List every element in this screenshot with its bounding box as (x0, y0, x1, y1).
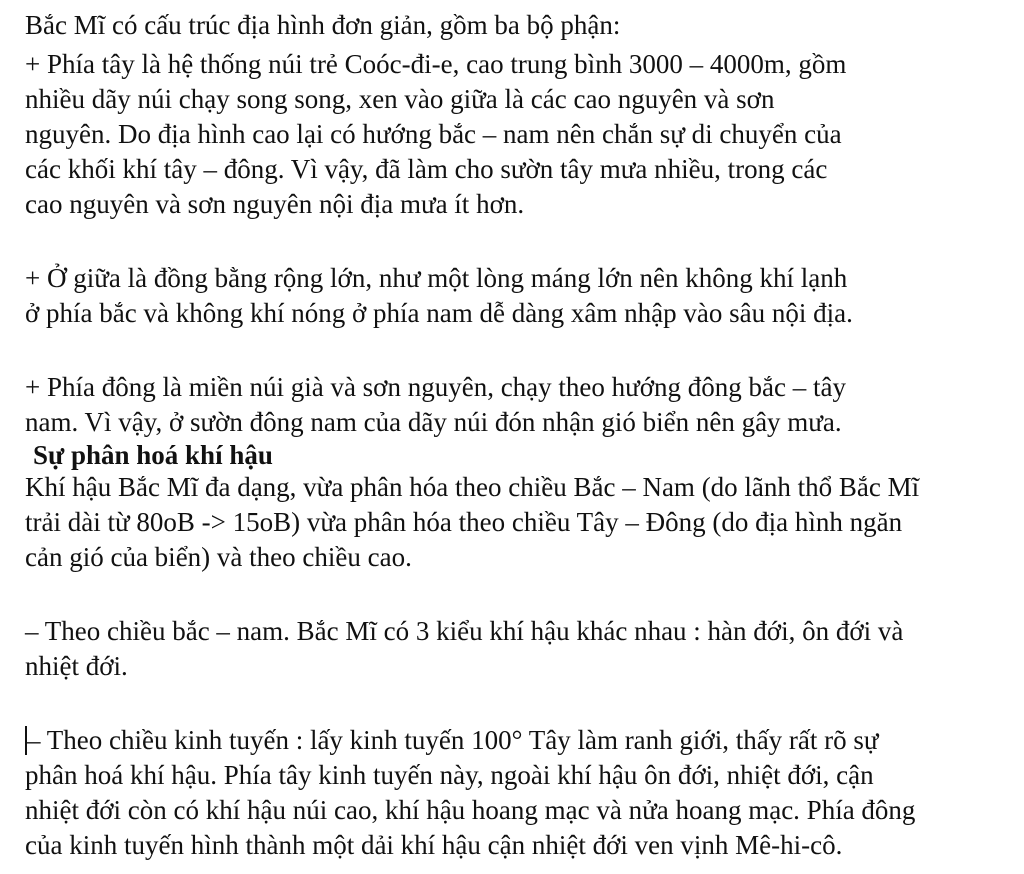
text-line: + Ở giữa là đồng bằng rộng lớn, như một lòng máng lớn nên không khí lạnh (25, 263, 848, 293)
intro-paragraph: Bắc Mĩ có cấu trúc địa hình đơn giản, gồm ba bộ phận: (25, 10, 621, 40)
text-line: + Phía đông là miền núi già và sơn nguyên, chạy theo hướng đông bắc – tây (25, 372, 847, 402)
climate-heading: Sự phân hoá khí hậu (33, 440, 273, 470)
text-line: trải dài từ 80oB -> 15oB) vừa phân hóa theo chiều Tây – Đông (do địa hình ngăn (25, 507, 903, 537)
text-line: nhiệt đới còn có khí hậu núi cao, khí hậu hoang mạc và nửa hoang mạc. Phía đông (25, 795, 916, 825)
spacer (25, 222, 1010, 261)
paragraph-west-mountains (25, 47, 1010, 222)
text-line: Khí hậu Bắc Mĩ đa dạng, vừa phân hóa theo chiều Bắc – Nam (do lãnh thổ Bắc Mĩ (25, 472, 920, 502)
spacer (25, 575, 1010, 614)
text-line-content: – Theo chiều kinh tuyến : lấy kinh tuyến 100° Tây làm ranh giới, thấy rất rõ sự (27, 725, 879, 755)
text-line-with-cursor (25, 723, 1010, 758)
text-line: ở phía bắc và không khí nóng ở phía nam dễ dàng xâm nhập vào sâu nội địa. (25, 298, 853, 328)
paragraph-middle-plains (25, 261, 1010, 331)
spacer (25, 331, 1010, 370)
paragraph-climate-intro (25, 470, 1010, 575)
text-line: – Theo chiều bắc – nam. Bắc Mĩ có 3 kiểu khí hậu khác nhau : hàn đới, ôn đới và (25, 616, 904, 646)
text-line: nam. Vì vậy, ở sườn đông nam của dãy núi đón nhận gió biển nên gây mưa. (25, 407, 842, 437)
text-line: các khối khí tây – đông. Vì vậy, đã làm cho sườn tây mưa nhiều, trong các (25, 154, 828, 184)
paragraph-east-mountains (25, 370, 1010, 440)
text-line: phân hoá khí hậu. Phía tây kinh tuyến này, ngoài khí hậu ôn đới, nhiệt đới, cận (25, 760, 874, 790)
document-body (25, 8, 1010, 863)
spacer (25, 684, 1010, 723)
text-line: của kinh tuyến hình thành một dải khí hậu cận nhiệt đới ven vịnh Mê-hi-cô. (25, 830, 843, 860)
text-line: nhiều dãy núi chạy song song, xen vào giữa là các cao nguyên và sơn (25, 84, 775, 114)
text-line: + Phía tây là hệ thống núi trẻ Coóc-đi-e, cao trung bình 3000 – 4000m, gồm (25, 49, 847, 79)
text-line: nguyên. Do địa hình cao lại có hướng bắc – nam nên chắn sự di chuyển của (25, 119, 842, 149)
text-line: cản gió của biển) và theo chiều cao. (25, 542, 412, 572)
paragraph-climate-meridian (25, 723, 1010, 863)
paragraph-climate-north-south (25, 614, 1010, 684)
text-line: cao nguyên và sơn nguyên nội địa mưa ít hơn. (25, 189, 525, 219)
text-line: nhiệt đới. (25, 651, 128, 681)
